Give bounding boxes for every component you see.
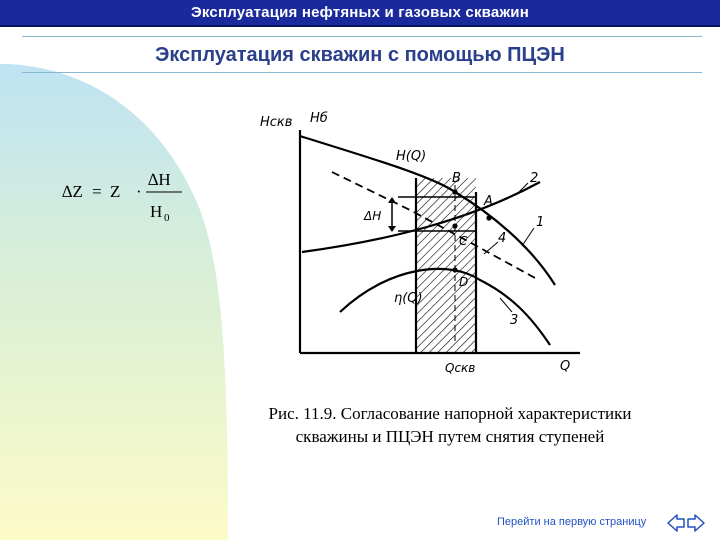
slide-title: Эксплуатация скважин с помощью ПЦЭН bbox=[155, 44, 565, 66]
formula-lhs: ∆Z bbox=[62, 182, 83, 201]
pointer-4 bbox=[484, 242, 498, 254]
label-num-2: 2 bbox=[530, 171, 539, 186]
formula-numerator: ∆H bbox=[148, 170, 171, 189]
label-point-d: D bbox=[459, 275, 469, 289]
top-rule bbox=[22, 36, 702, 37]
figure-diagram bbox=[240, 100, 600, 382]
formula-denominator-sub: 0 bbox=[164, 212, 170, 224]
hatched-region bbox=[416, 178, 476, 353]
label-eta: η(Q) bbox=[394, 291, 423, 306]
label-hskv: Hскв bbox=[260, 115, 293, 130]
caption-line-2: скважины и ПЦЭН путем снятия ступеней bbox=[295, 427, 605, 446]
point-d-dot bbox=[452, 267, 457, 272]
label-point-c: C bbox=[459, 234, 468, 248]
figure-caption bbox=[190, 402, 710, 448]
label-q: Q bbox=[560, 359, 571, 374]
label-point-a: A bbox=[484, 194, 493, 209]
first-page-link[interactable]: Перейти на первую страницу bbox=[497, 516, 647, 528]
label-hq: H(Q) bbox=[396, 149, 427, 164]
delta-h-arrowhead-up bbox=[388, 197, 396, 203]
formula-dot: · bbox=[136, 182, 142, 201]
label-delta-h: ΔH bbox=[364, 209, 382, 223]
formula-equals: = bbox=[92, 182, 102, 201]
label-num-3: 3 bbox=[510, 313, 519, 328]
point-b-dot bbox=[452, 189, 457, 194]
nav-arrows bbox=[666, 512, 706, 534]
back-arrow-icon[interactable] bbox=[668, 515, 684, 531]
forward-arrow-icon[interactable] bbox=[688, 515, 704, 531]
point-c-dot bbox=[452, 223, 457, 228]
point-a-dot bbox=[486, 215, 491, 220]
formula bbox=[62, 166, 202, 236]
caption-line-1: Рис. 11.9. Согласование напорной характеристики bbox=[268, 404, 632, 423]
delta-h-arrowhead-down bbox=[388, 226, 396, 232]
formula-denominator: H bbox=[150, 202, 163, 221]
label-point-b: B bbox=[452, 171, 461, 186]
title-rule bbox=[22, 72, 702, 73]
label-num-4: 4 bbox=[498, 231, 507, 246]
label-num-1: 1 bbox=[536, 215, 545, 230]
pointer-1 bbox=[522, 228, 534, 246]
formula-rhs-var: Z bbox=[110, 182, 121, 201]
label-hb: Hб bbox=[310, 111, 328, 126]
header-title: Эксплуатация нефтяных и газовых скважин bbox=[191, 4, 529, 21]
label-qskv: Qскв bbox=[445, 361, 476, 375]
header-bar bbox=[0, 0, 720, 27]
